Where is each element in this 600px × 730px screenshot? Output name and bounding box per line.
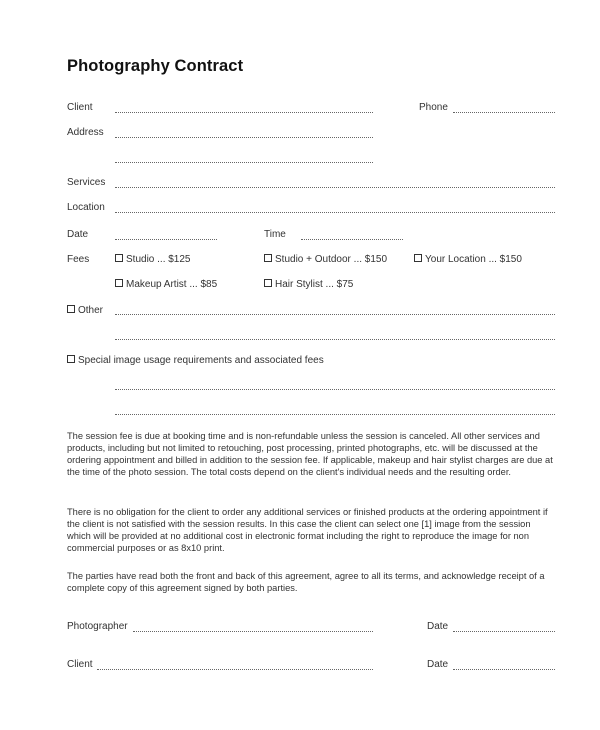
other-option[interactable] <box>67 305 103 316</box>
terms-paragraph-2: There is no obligation for the client to order any additional services or finished products at the ordering appointment if the client is not satisfied with the session results. In this case the client can select one [1] image from the session which will be provided at no additional cost in electronic format including the right to reproduce the image for non commercial purposes or as 8x10 print. <box>67 507 548 553</box>
fee-option-hair-stylist[interactable] <box>264 279 353 290</box>
checkbox-icon[interactable] <box>67 355 75 363</box>
fee-option-studio[interactable] <box>115 254 191 265</box>
special-usage-field-line-1[interactable] <box>115 389 555 390</box>
address-field-line-1[interactable] <box>115 137 373 138</box>
photographer-date-field[interactable] <box>453 631 555 632</box>
client-signature-field[interactable] <box>97 669 373 670</box>
special-usage-option[interactable] <box>67 355 324 366</box>
terms-paragraph-3: The parties have read both the front and back of this agreement, agree to all its terms, and acknowledge receipt of a complete copy of this agreement signed by both parties. <box>67 571 545 593</box>
client-date-label: Date <box>427 659 449 670</box>
phone-label: Phone <box>419 102 448 113</box>
address-label: Address <box>67 127 104 138</box>
date-label: Date <box>67 229 89 240</box>
address-field-line-2[interactable] <box>115 162 373 163</box>
photographer-signature-field[interactable] <box>133 631 373 632</box>
location-field[interactable] <box>115 212 555 213</box>
date-field[interactable] <box>115 239 217 240</box>
fees-label: Fees <box>67 254 90 265</box>
photographer-date-label: Date <box>427 621 449 632</box>
other-label: Other <box>78 305 104 316</box>
special-usage-label: Special image usage requirements and associated fees <box>78 355 324 366</box>
fee-option-your-location[interactable] <box>414 254 522 265</box>
fee-option-makeup-artist-label: Makeup Artist ... $85 <box>126 279 218 290</box>
checkbox-icon[interactable] <box>264 254 272 262</box>
phone-field[interactable] <box>453 112 555 113</box>
document-title: Photography Contract <box>67 57 244 75</box>
fee-option-studio-outdoor-label: Studio + Outdoor ... $150 <box>275 254 388 265</box>
checkbox-icon[interactable] <box>115 279 123 287</box>
other-field-line-1[interactable] <box>115 314 555 315</box>
photographer-signature-label: Photographer <box>67 621 128 632</box>
client-label: Client <box>67 102 93 113</box>
checkbox-icon[interactable] <box>264 279 272 287</box>
other-field-line-2[interactable] <box>115 339 555 340</box>
checkbox-icon[interactable] <box>67 305 75 313</box>
fee-option-hair-stylist-label: Hair Stylist ... $75 <box>275 279 354 290</box>
client-date-field[interactable] <box>453 669 555 670</box>
checkbox-icon[interactable] <box>414 254 422 262</box>
terms-paragraph-1: The session fee is due at booking time and is non-refundable unless the session is canceled. All other services and products, including but not limited to retouching, post processing, printed photographs, etc. will be discussed at the ordering appointment and billed in addition to the session fee. If applicable, makeup and hair stylist charges are due at the time of the photo session. The total costs depend on the client's individual needs and the resulting order. <box>67 431 553 477</box>
services-label: Services <box>67 177 106 188</box>
client-signature-label: Client <box>67 659 93 670</box>
special-usage-field-line-2[interactable] <box>115 414 555 415</box>
location-label: Location <box>67 202 105 213</box>
checkbox-icon[interactable] <box>115 254 123 262</box>
fee-option-your-location-label: Your Location ... $150 <box>425 254 522 265</box>
time-field[interactable] <box>301 239 403 240</box>
services-field[interactable] <box>115 187 555 188</box>
client-field[interactable] <box>115 112 373 113</box>
time-label: Time <box>264 229 286 240</box>
fee-option-makeup-artist[interactable] <box>115 279 217 290</box>
fee-option-studio-label: Studio ... $125 <box>126 254 191 265</box>
fee-option-studio-outdoor[interactable] <box>264 254 387 265</box>
